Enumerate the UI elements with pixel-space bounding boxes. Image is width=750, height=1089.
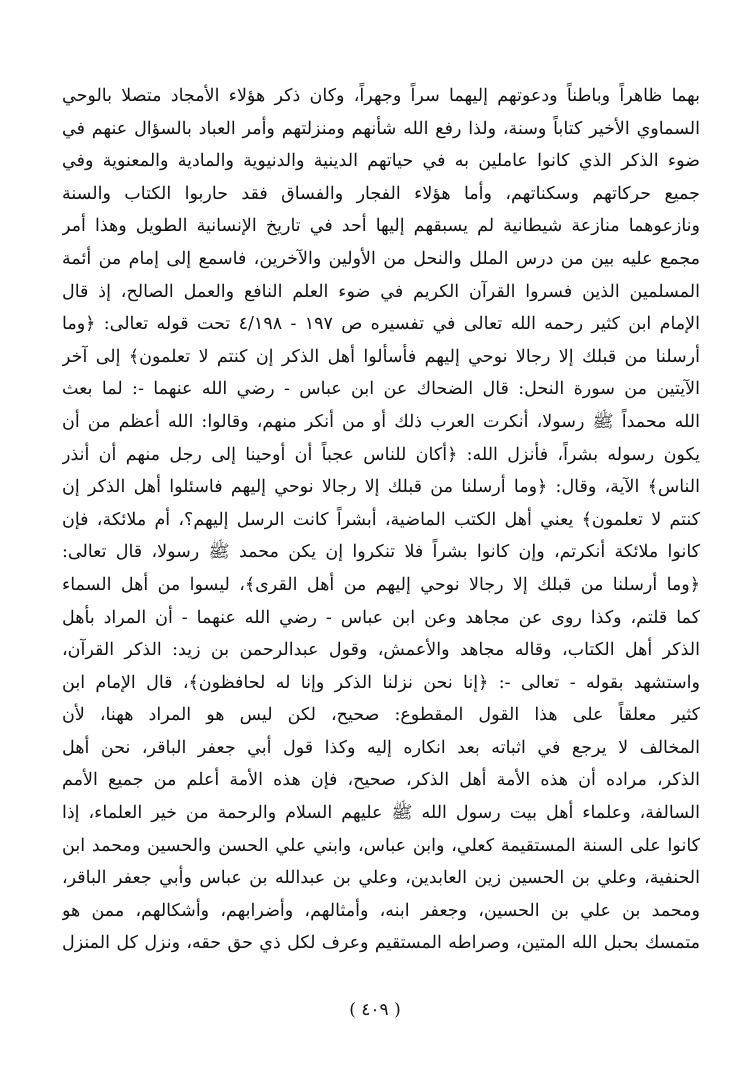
- text-line: الذكر، مراده أن هذه الأمة أهل الذكر، صحيح، فإن هذه الأمة أعلم من جميع الأمم: [62, 770, 700, 791]
- body-text: [62, 80, 700, 960]
- text-line: أرسلنا من قبلك إلا رجالا نوحي إليهم فأسألوا أهل الذكر إن كنتم لا تعلمون﴾ إلى آخر: [62, 346, 700, 367]
- text-line: كنتم لا تعلمون﴾ يعني أهل الكتب الماضية، أبشراً كانت الرسل إليهم؟، أم ملائكة، فإن: [62, 509, 700, 530]
- text-line: المخالف لا يرجع في اثباته بعد انكاره إليه وكذا قول أبي جعفر الباقر، نحن أهل: [62, 737, 700, 758]
- text-line: المسلمين الذين فسروا القرآن الكريم في ضوء العلم النافع والعمل الصالح، إذ قال: [62, 281, 700, 302]
- text-line: الله محمداً ﷺ رسولا، أنكرت العرب ذلك أو من أنكر منهم، وقالوا: الله أعظم من أن: [62, 411, 700, 432]
- text-line: يكون رسوله بشراً، فأنزل الله: ﴿أكان للناس عجباً أن أوحينا إلى رجل منهم أن أنذر: [62, 444, 700, 465]
- text-line: الذكر أهل الكتاب، وقاله مجاهد والأعمش، وقول عبدالرحمن بن زيد: الذكر القرآن،: [62, 640, 700, 661]
- text-line: جميع حركاتهم وسكناتهم، وأما هؤلاء الفجار والفساق فقد حاربوا الكتاب والسنة: [62, 183, 700, 204]
- page-number: ( ٤٠٩ ): [349, 1000, 401, 1020]
- text-line: مجمع عليه بين من درس الملل والنحل من الأولين والآخرين، فاسمع إلى إمام من أئمة: [62, 248, 700, 269]
- text-line: الآيتين من سورة النحل: قال الضحاك عن ابن عباس - رضي الله عنهما -: لما بعث: [62, 379, 700, 400]
- text-line: ومحمد بن علي بن الحسين، وجعفر ابنه، وأمثالهم، وأضرابهم، وأشكالهم، ممن هو: [62, 900, 700, 921]
- text-line: كانوا على السنة المستقيمة كعلي، وابن عباس، وابني علي الحسن والحسين ومحمد ابن: [62, 835, 700, 856]
- text-line: الحنفية، وعلي بن الحسين زين العابدين، وعلي بن عبدالله بن عباس وأبي جعفر الباقر،: [62, 868, 700, 889]
- text-line: ونازعوهما منازعة شيطانية لم يسبقهم إليها أحد في تاريخ الإنسانية الطويل وهذا أمر: [62, 216, 700, 237]
- text-line: الناس﴾ الآية، وقال: ﴿وما أرسلنا من قبلك إلا رجالا نوحي إليهم فاسئلوا أهل الذكر إن: [62, 477, 700, 498]
- text-line: الإمام ابن كثير رحمه الله تعالى في تفسيره ص ١٩٧ - ٤/١٩٨ تحت قوله تعالى: ﴿وما: [62, 314, 700, 335]
- text-line: بهما ظاهراً وباطناً ودعوتهم إليهما سراً وجهراً، وكان ذكر هؤلاء الأمجاد متصلا بالوحي: [62, 86, 700, 106]
- text-line: السماوي الأخير كتاباً وسنة، ولذا رفع الله شأنهم ومنزلتهم وأمر العباد بالسؤال عنهم في: [62, 118, 700, 139]
- text-line: كثير معلقاً على هذا القول المقطوع: صحيح، لكن ليس هو المراد ههنا، لأن: [62, 705, 700, 726]
- text-line: السالفة، وعلماء أهل بيت رسول الله ﷺ عليهم السلام والرحمة من خير العلماء، إذا: [62, 803, 700, 824]
- text-line: كما قلتم، وكذا روى عن مجاهد وعن ابن عباس - رضي الله عنهما - أن المراد بأهل: [62, 607, 700, 628]
- text-line: كانوا ملائكة أنكرتم، وإن كانوا بشراً فلا تنكروا إن يكن محمد ﷺ رسولا، قال تعالى:: [62, 542, 700, 563]
- text-line: متمسك بحبل الله المتين، وصراطه المستقيم وعرف لكل ذي حق حقه، ونزل كل المنزل: [62, 933, 700, 954]
- text-line: ﴿وما أرسلنا من قبلك إلا رجالا نوحي إليهم من أهل القرى﴾، ليسوا من أهل السماء: [62, 574, 700, 595]
- text-line: ضوء الذكر الذي كانوا عاملين به في حياتهم الدينية والدنيوية والمادية والمعنوية وفي: [62, 151, 700, 172]
- text-line: واستشهد بقوله - تعالى -: ﴿إنا نحن نزلنا الذكر وإنا له لحافظون﴾، قال الإمام ابن: [62, 672, 700, 693]
